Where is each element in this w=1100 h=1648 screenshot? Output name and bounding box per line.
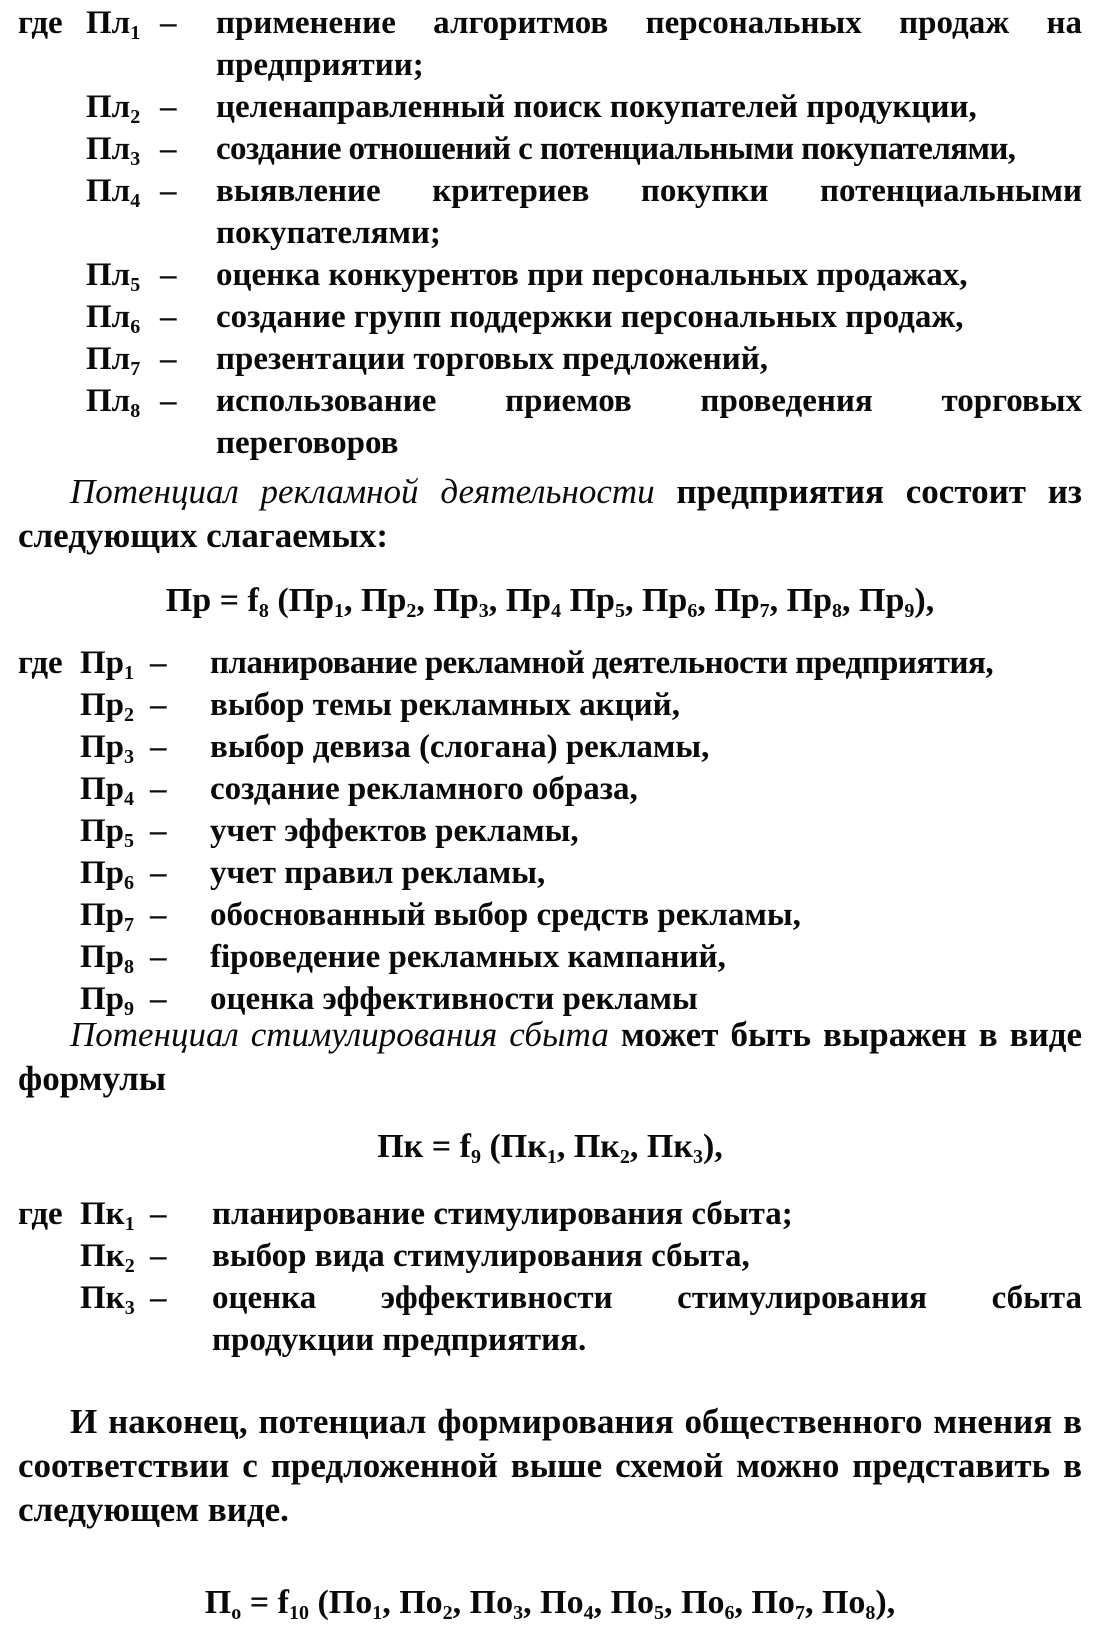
dash: –: [160, 299, 177, 335]
symbol: $Пл_6$: [86, 299, 141, 338]
symbol: $Пр_2$: [80, 687, 135, 726]
symbol: $Пр_5$: [80, 813, 135, 852]
pl-definition-list: [0, 2, 1100, 464]
symbol: $Пл_4$: [86, 173, 141, 212]
symbol: $Пр_9$: [80, 981, 135, 1020]
where-label: где: [18, 645, 63, 681]
definition-text: оценка эффективности стимулирования сбыта продукции предприятия.: [212, 1280, 1082, 1358]
symbol: $Пр_3$: [80, 729, 135, 768]
paragraph-text: И наконец, потенциал формирования общественного мнения в соответствии с предложенной выше схемой можно представить в следующем виде.: [18, 1402, 1082, 1529]
definition-text: создание отношений с потенциальными покупателями,: [216, 131, 1016, 167]
symbol: $Пл_7$: [86, 341, 141, 380]
formula-po: $П_о = f_{10}$ ($По_1$, $По_2$, $По_3$, $По_4$, $По_5$, $По_6$, $По_7$, $По_8$),: [204, 1584, 896, 1624]
definition-text: выбор темы рекламных акций,: [210, 687, 680, 723]
dash: –: [150, 981, 167, 1017]
definition-row: [0, 1277, 1100, 1361]
definition-row: [0, 2, 1100, 86]
dash: –: [150, 1196, 167, 1232]
definition-row: [0, 254, 1100, 296]
dash: –: [160, 383, 177, 419]
definition-text: планирование стимулирования сбыта;: [212, 1196, 793, 1232]
definition-row: [0, 86, 1100, 128]
dash: –: [160, 131, 177, 167]
definition-text: выбор девиза (слогана) рекламы,: [210, 729, 710, 765]
definition-row: [0, 894, 1100, 936]
definition-row: [0, 338, 1100, 380]
dash: –: [150, 813, 167, 849]
italic-term: Потенциал стимулирования сбыта: [70, 1015, 609, 1054]
symbol: $Пл_5$: [86, 257, 141, 296]
pk-definition-list: [0, 1193, 1100, 1361]
definition-text: презентации торговых предложений,: [216, 341, 769, 377]
symbol: $Пр_6$: [80, 855, 135, 894]
dash: –: [150, 1238, 167, 1274]
symbol: $Пл_8$: [86, 383, 141, 422]
definition-text: учет правил рекламы,: [210, 855, 546, 891]
dash: –: [160, 173, 177, 209]
dash: –: [160, 257, 177, 293]
definition-text: учет эффектов рекламы,: [210, 813, 579, 849]
dash: –: [150, 1280, 167, 1316]
symbol: $Пр_8$: [80, 939, 135, 978]
definition-row: [0, 852, 1100, 894]
paragraph-advertising: [18, 470, 1082, 558]
definition-text: выбор вида стимулирования сбыта,: [212, 1238, 750, 1274]
symbol: $Пр_4$: [80, 771, 135, 810]
definition-text: выявление критериев покупки потенциальными покупателями;: [216, 173, 1082, 251]
symbol: $Пл_1$: [86, 5, 141, 44]
definition-row: [0, 642, 1100, 684]
symbol: $Пл_3$: [86, 131, 141, 170]
dash: –: [150, 771, 167, 807]
dash: –: [160, 341, 177, 377]
where-label: где: [18, 5, 63, 41]
definition-text: применение алгоритмов персональных продаж на предприятии;: [216, 5, 1082, 83]
definition-row: [0, 380, 1100, 464]
definition-text: создание групп поддержки персональных продаж,: [216, 299, 964, 335]
paragraph-public-opinion: [18, 1400, 1082, 1532]
definition-text: планирование рекламной деятельности предприятия,: [210, 645, 994, 681]
pr-definition-list: [0, 642, 1100, 1020]
symbol: $Пк_2$: [80, 1238, 135, 1277]
definition-row: [0, 684, 1100, 726]
dash: –: [160, 89, 177, 125]
definition-row: [0, 768, 1100, 810]
definition-row: [0, 726, 1100, 768]
definition-text: использование приемов проведения торговых переговоров: [216, 383, 1082, 461]
definition-text: оценка эффективности рекламы: [210, 981, 698, 1017]
definition-text: создание рекламного образа,: [210, 771, 638, 807]
definition-row: [0, 1235, 1100, 1277]
dash: –: [150, 729, 167, 765]
symbol: $Пр_1$: [80, 645, 135, 684]
definition-text: fіроведение рекламных кампаний,: [210, 939, 726, 975]
dash: –: [150, 687, 167, 723]
symbol: $Пк_1$: [80, 1196, 135, 1235]
dash: –: [160, 5, 177, 41]
symbol: $Пр_7$: [80, 897, 135, 936]
symbol: $Пл_2$: [86, 89, 141, 128]
definition-row: [0, 170, 1100, 254]
paragraph-text: может быть выражен в виде формулы: [18, 1015, 1082, 1098]
definition-row: [0, 810, 1100, 852]
definition-row: [0, 936, 1100, 978]
paragraph-sales-promotion: [18, 1013, 1082, 1101]
definition-text: оценка конкурентов при персональных продажах,: [216, 257, 968, 293]
dash: –: [150, 645, 167, 681]
formula-pr: Пр = $f_8$ ($Пр_1$, $Пр_2$, $Пр_3$, $Пр_4$ $Пр_5$, $Пр_6$, $Пр_7$, $Пр_8$, $Пр_9$),: [165, 582, 935, 622]
dash: –: [150, 855, 167, 891]
paragraph-text: предприятия состоит из следующих слагаемых:: [18, 472, 1082, 555]
symbol: $Пк_3$: [80, 1280, 135, 1319]
where-label: где: [18, 1196, 63, 1232]
definition-row: [0, 128, 1100, 170]
definition-row: [0, 296, 1100, 338]
definition-text: целенаправленный поиск покупателей продукции,: [216, 89, 977, 125]
definition-text: обоснованный выбор средств рекламы,: [210, 897, 801, 933]
dash: –: [150, 939, 167, 975]
italic-term: Потенциал рекламной деятельности: [70, 472, 655, 511]
definition-row: [0, 1193, 1100, 1235]
formula-pk: Пк = $f_9$ ($Пк_1$, $Пк_2$, $Пк_3$),: [377, 1128, 723, 1168]
dash: –: [150, 897, 167, 933]
